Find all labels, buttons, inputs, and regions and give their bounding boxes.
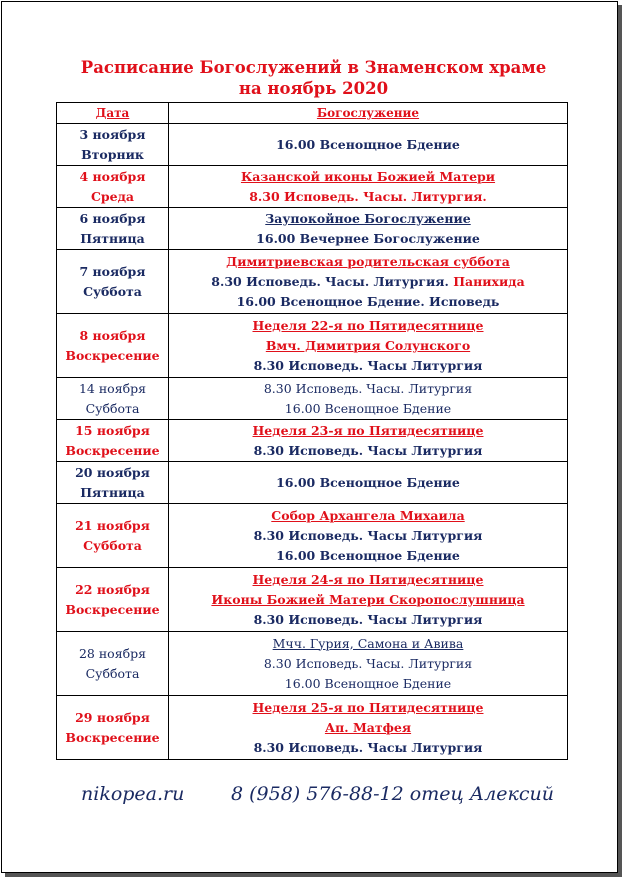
feast-title: Иконы Божией Матери Скоропослушница xyxy=(211,591,525,607)
service-cell xyxy=(169,568,568,632)
date-cell xyxy=(57,166,169,208)
service-line: 16.00 Всенощное Бдение xyxy=(276,474,460,490)
service-line: 8.30 Исповедь. Часы Литургия xyxy=(253,442,483,458)
date-day: 14 ноября xyxy=(78,380,147,396)
service-cell xyxy=(169,420,568,462)
schedule-table xyxy=(56,102,568,760)
date-weekday: Суббота xyxy=(85,665,140,681)
date-cell xyxy=(57,208,169,250)
feast-title: Заупокойное Богослужение xyxy=(265,210,471,226)
date-day: 8 ноября xyxy=(79,327,146,343)
date-day: 20 ноября xyxy=(75,464,150,480)
website-link[interactable]: nikopea.ru xyxy=(81,783,185,805)
date-weekday: Среда xyxy=(90,188,135,204)
date-day: 6 ноября xyxy=(79,210,146,226)
date-day: 3 ноября xyxy=(79,126,146,142)
service-line: 8.30 Исповедь. Часы. Литургия xyxy=(263,380,473,396)
service-line: 16.00 Всенощное Бдение xyxy=(284,400,452,416)
service-line: 16.00 Всенощное Бдение. Исповедь xyxy=(236,293,500,309)
service-cell xyxy=(169,462,568,504)
table-row xyxy=(57,504,568,568)
feast-title: Неделя 24-я по Пятидесятнице xyxy=(252,571,484,587)
service-line: 8.30 Исповедь. Часы Литургия xyxy=(253,739,483,755)
date-cell xyxy=(57,632,169,696)
date-cell xyxy=(57,124,169,166)
table-row xyxy=(57,250,568,314)
service-line: 16.00 Всенощное Бдение xyxy=(276,547,460,563)
service-line: 16.00 Вечернее Богослужение xyxy=(256,230,480,246)
date-cell xyxy=(57,250,169,314)
date-day: 15 ноября xyxy=(75,422,150,438)
service-cell xyxy=(169,124,568,166)
service-line: 8.30 Исповедь. Часы. Литургия. xyxy=(211,273,449,289)
date-weekday: Суббота xyxy=(85,400,140,416)
feast-title: Собор Архангела Михаила xyxy=(271,507,465,523)
service-cell xyxy=(169,166,568,208)
footer xyxy=(0,783,627,805)
service-cell xyxy=(169,378,568,420)
service-cell xyxy=(169,504,568,568)
page-subtitle: на ноябрь 2020 xyxy=(238,79,389,98)
service-line: 8.30 Исповедь. Часы Литургия xyxy=(253,357,483,373)
date-cell xyxy=(57,314,169,378)
feast-title: Вмч. Димитрия Солунского xyxy=(265,337,471,353)
service-cell xyxy=(169,632,568,696)
date-cell xyxy=(57,696,169,760)
service-line: 16.00 Всенощное Бдение xyxy=(284,675,452,691)
date-day: 4 ноября xyxy=(79,168,146,184)
table-row xyxy=(57,420,568,462)
table-row xyxy=(57,124,568,166)
contact-phone: 8 (958) 576-88-12 отец Алексий xyxy=(231,783,554,805)
table-row xyxy=(57,166,568,208)
header-row xyxy=(57,103,568,124)
table-row xyxy=(57,568,568,632)
feast-title: Казанской иконы Божией Матери xyxy=(240,168,496,184)
date-cell xyxy=(57,504,169,568)
feast-title: Ап. Матфея xyxy=(324,719,412,735)
date-weekday: Суббота xyxy=(83,283,142,299)
feast-title: Неделя 22-я по Пятидесятнице xyxy=(252,317,484,333)
date-cell xyxy=(57,420,169,462)
date-weekday: Вторник xyxy=(81,146,144,162)
service-cell xyxy=(169,314,568,378)
date-weekday: Воскресение xyxy=(65,729,160,745)
service-cell xyxy=(169,250,568,314)
date-day: 28 ноября xyxy=(78,645,147,661)
table-row xyxy=(57,208,568,250)
date-day: 29 ноября xyxy=(75,709,150,725)
service-cell xyxy=(169,696,568,760)
service-line: 16.00 Всенощное Бдение xyxy=(276,136,460,152)
feast-title: Димитриевская родительская суббота xyxy=(226,253,510,269)
date-weekday: Пятница xyxy=(80,484,145,500)
table-row xyxy=(57,462,568,504)
service-cell xyxy=(169,208,568,250)
table-row xyxy=(57,314,568,378)
table-row xyxy=(57,632,568,696)
date-weekday: Воскресение xyxy=(65,601,160,617)
service-line: 8.30 Исповедь. Часы Литургия xyxy=(253,611,483,627)
date-weekday: Пятница xyxy=(80,230,145,246)
date-cell xyxy=(57,378,169,420)
service-header: Богослужение xyxy=(169,103,568,124)
date-header: Дата xyxy=(57,103,169,124)
date-day: 7 ноября xyxy=(79,263,146,279)
service-line: 8.30 Исповедь. Часы. Литургия. xyxy=(249,188,487,204)
date-cell xyxy=(57,568,169,632)
table-row xyxy=(57,696,568,760)
panikhida-label: Панихида xyxy=(453,273,525,289)
service-line: 8.30 Исповедь. Часы Литургия xyxy=(253,527,483,543)
date-weekday: Суббота xyxy=(83,537,142,553)
feast-title: Мчч. Гурия, Самона и Авива xyxy=(272,635,464,651)
date-weekday: Воскресение xyxy=(65,347,160,363)
page-title: Расписание Богослужений в Знаменском храме xyxy=(80,58,547,77)
service-line: 8.30 Исповедь. Часы. Литургия xyxy=(263,655,473,671)
feast-title: Неделя 23-я по Пятидесятнице xyxy=(252,422,484,438)
feast-title: Неделя 25-я по Пятидесятнице xyxy=(252,699,484,715)
date-day: 22 ноября xyxy=(75,581,150,597)
date-weekday: Воскресение xyxy=(65,442,160,458)
date-cell xyxy=(57,462,169,504)
date-day: 21 ноября xyxy=(75,517,150,533)
table-row xyxy=(57,378,568,420)
